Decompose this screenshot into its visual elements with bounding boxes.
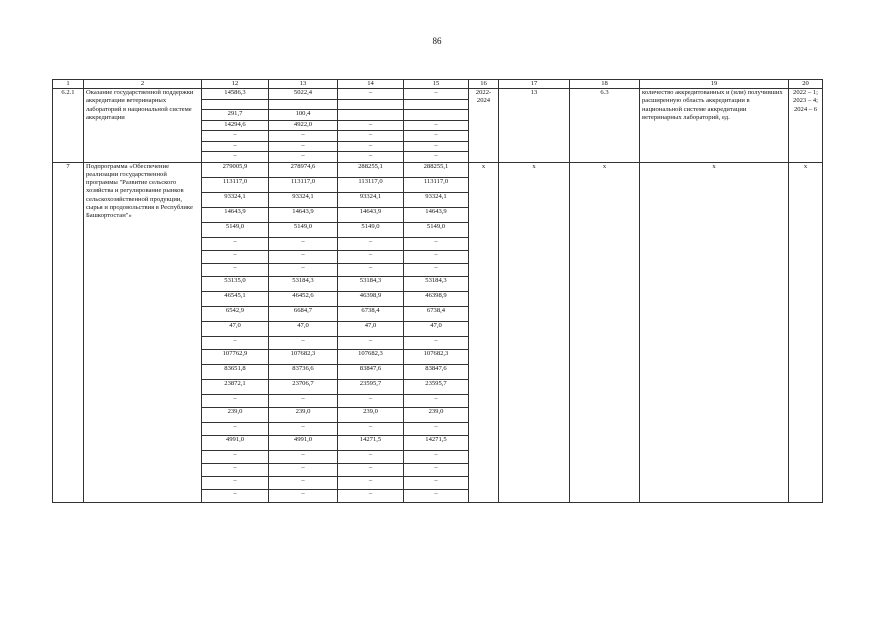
value-cell: 6738,4 — [404, 306, 469, 321]
value-cell: – — [338, 120, 404, 131]
x-marker-cell: x — [570, 162, 640, 502]
column-number-cell: 1 — [53, 80, 84, 89]
value-cell: – — [338, 450, 404, 463]
column-number-cell: 12 — [202, 80, 269, 89]
period-cell: 2022- 2024 — [469, 89, 499, 163]
value-cell: 83736,6 — [269, 364, 338, 379]
value-cell: – — [202, 263, 269, 276]
value-cell: 5149,0 — [404, 222, 469, 237]
value-cell — [269, 99, 338, 110]
x-marker-cell: x — [499, 162, 570, 502]
value-cell: – — [269, 422, 338, 435]
value-cell: – — [338, 131, 404, 142]
value-cell: 23872,1 — [202, 379, 269, 394]
value-cell: 46545,1 — [202, 291, 269, 306]
value-cell: 239,0 — [269, 407, 338, 422]
value-cell: – — [404, 250, 469, 263]
value-cell: – — [338, 422, 404, 435]
value-cell: 46398,9 — [338, 291, 404, 306]
value-cell: – — [269, 450, 338, 463]
value-cell: – — [269, 237, 338, 250]
value-cell: – — [338, 263, 404, 276]
value-cell: – — [338, 237, 404, 250]
value-cell: 53184,3 — [338, 276, 404, 291]
col18-cell: 6.3 — [570, 89, 640, 163]
value-cell: 6738,4 — [338, 306, 404, 321]
x-marker-cell: x — [789, 162, 823, 502]
subprogram-name-cell: Подпрограмма «Обеспечение реализации государственной программы "Развитие сельского хозяйства и регулирование рынков сельскохозяйственной продукции, сырья и продовольствия в Республике Башкортостан"» — [84, 162, 202, 502]
value-cell: 53184,3 — [269, 276, 338, 291]
value-cell: 6542,9 — [202, 306, 269, 321]
column-number-cell: 2 — [84, 80, 202, 89]
value-cell: – — [338, 152, 404, 163]
value-cell: – — [202, 450, 269, 463]
value-cell: – — [338, 476, 404, 489]
event-name-cell: Оказание государственной поддержки аккредитации ветеринарных лабораторий в национальной системе аккредитации — [84, 89, 202, 163]
value-cell: – — [404, 152, 469, 163]
value-cell: 5149,0 — [269, 222, 338, 237]
value-cell — [404, 99, 469, 110]
value-cell: – — [202, 141, 269, 152]
value-cell: 93324,1 — [202, 192, 269, 207]
value-cell: 23595,7 — [404, 379, 469, 394]
value-cell: – — [338, 463, 404, 476]
value-cell: 93324,1 — [404, 192, 469, 207]
value-cell: – — [404, 89, 469, 100]
value-cell: – — [404, 463, 469, 476]
value-cell: 113117,0 — [338, 177, 404, 192]
value-cell: 46452,6 — [269, 291, 338, 306]
row-code-cell: 6.2.1 — [53, 89, 84, 163]
value-cell: – — [202, 422, 269, 435]
value-cell: 14643,9 — [202, 207, 269, 222]
value-cell: 14643,9 — [269, 207, 338, 222]
value-cell: – — [202, 489, 269, 502]
column-number-cell: 20 — [789, 80, 823, 89]
value-cell: – — [269, 141, 338, 152]
value-cell: – — [404, 141, 469, 152]
value-cell: – — [404, 489, 469, 502]
value-cell: 83847,6 — [338, 364, 404, 379]
value-cell: – — [404, 263, 469, 276]
value-cell: 83847,6 — [404, 364, 469, 379]
value-cell: 47,0 — [338, 321, 404, 336]
value-cell: – — [202, 131, 269, 142]
value-cell: 14643,9 — [338, 207, 404, 222]
row-code-cell: 7 — [53, 162, 84, 502]
value-cell: 4922,0 — [269, 120, 338, 131]
column-number-cell: 15 — [404, 80, 469, 89]
value-cell: – — [269, 152, 338, 163]
value-cell: 288255,1 — [404, 162, 469, 177]
value-cell: 5149,0 — [202, 222, 269, 237]
value-cell: – — [269, 131, 338, 142]
value-cell: – — [404, 422, 469, 435]
value-cell: – — [404, 131, 469, 142]
value-cell: 5149,0 — [338, 222, 404, 237]
value-cell: 239,0 — [202, 407, 269, 422]
value-cell: – — [202, 237, 269, 250]
value-cell: 53135,0 — [202, 276, 269, 291]
value-cell: – — [338, 489, 404, 502]
column-number-cell: 13 — [269, 80, 338, 89]
column-number-cell: 14 — [338, 80, 404, 89]
value-cell: 107682,3 — [269, 349, 338, 364]
value-cell — [338, 99, 404, 110]
value-cell: 23706,7 — [269, 379, 338, 394]
value-cell — [338, 110, 404, 121]
value-cell: 23595,7 — [338, 379, 404, 394]
value-cell: – — [404, 120, 469, 131]
value-cell: 113117,0 — [269, 177, 338, 192]
value-cell — [202, 99, 269, 110]
value-cell: 53184,3 — [404, 276, 469, 291]
value-cell: 46398,9 — [404, 291, 469, 306]
value-cell: – — [338, 89, 404, 100]
value-cell: – — [269, 476, 338, 489]
column-number-cell: 16 — [469, 80, 499, 89]
value-cell: 113117,0 — [202, 177, 269, 192]
value-cell: – — [338, 336, 404, 349]
value-cell: 14294,6 — [202, 120, 269, 131]
indicator-cell: количество аккредитованных и (или) получивших расширенную область аккредитации в национальной системе аккредитации ветеринарных лабораторий, ед. — [640, 89, 789, 163]
value-cell: 6684,7 — [269, 306, 338, 321]
header-row — [53, 80, 823, 89]
value-cell: 4991,0 — [269, 435, 338, 450]
value-cell: – — [404, 450, 469, 463]
value-cell: 4991,0 — [202, 435, 269, 450]
value-cell: 14271,5 — [404, 435, 469, 450]
value-cell: – — [269, 394, 338, 407]
col17-cell: 13 — [499, 89, 570, 163]
value-cell: 14586,3 — [202, 89, 269, 100]
value-cell: – — [269, 263, 338, 276]
value-cell: – — [269, 489, 338, 502]
value-cell: – — [202, 336, 269, 349]
value-cell: – — [404, 237, 469, 250]
targets-cell: 2022 – 1; 2023 – 4; 2024 – 6 — [789, 89, 823, 163]
column-number-cell: 18 — [570, 80, 640, 89]
column-number-cell: 17 — [499, 80, 570, 89]
value-cell: 14271,5 — [338, 435, 404, 450]
value-cell — [404, 110, 469, 121]
value-cell: 107682,3 — [338, 349, 404, 364]
value-cell: 278974,6 — [269, 162, 338, 177]
value-cell: 83651,8 — [202, 364, 269, 379]
table-row — [53, 162, 823, 177]
x-marker-cell: x — [640, 162, 789, 502]
program-table — [52, 79, 823, 503]
column-number-cell: 19 — [640, 80, 789, 89]
value-cell: 100,4 — [269, 110, 338, 121]
page-number: 86 — [432, 36, 442, 46]
value-cell: – — [404, 394, 469, 407]
value-cell: 107682,3 — [404, 349, 469, 364]
value-cell: 239,0 — [338, 407, 404, 422]
value-cell: 5022,4 — [269, 89, 338, 100]
value-cell: – — [338, 250, 404, 263]
value-cell: – — [338, 394, 404, 407]
value-cell: 47,0 — [202, 321, 269, 336]
value-cell: 279005,9 — [202, 162, 269, 177]
value-cell: 291,7 — [202, 110, 269, 121]
value-cell: 93324,1 — [269, 192, 338, 207]
value-cell: 288255,1 — [338, 162, 404, 177]
value-cell: – — [404, 336, 469, 349]
value-cell: 113117,0 — [404, 177, 469, 192]
value-cell: – — [269, 336, 338, 349]
value-cell: 47,0 — [404, 321, 469, 336]
value-cell: – — [202, 394, 269, 407]
value-cell: – — [404, 476, 469, 489]
value-cell: 239,0 — [404, 407, 469, 422]
value-cell: – — [269, 250, 338, 263]
value-cell: 14643,9 — [404, 207, 469, 222]
value-cell: – — [269, 463, 338, 476]
value-cell: – — [202, 152, 269, 163]
value-cell: – — [202, 463, 269, 476]
value-cell: – — [202, 250, 269, 263]
x-marker-cell: x — [469, 162, 499, 502]
value-cell: 107762,9 — [202, 349, 269, 364]
table-row — [53, 89, 823, 100]
value-cell: 47,0 — [269, 321, 338, 336]
value-cell: – — [202, 476, 269, 489]
value-cell: 93324,1 — [338, 192, 404, 207]
value-cell: – — [338, 141, 404, 152]
